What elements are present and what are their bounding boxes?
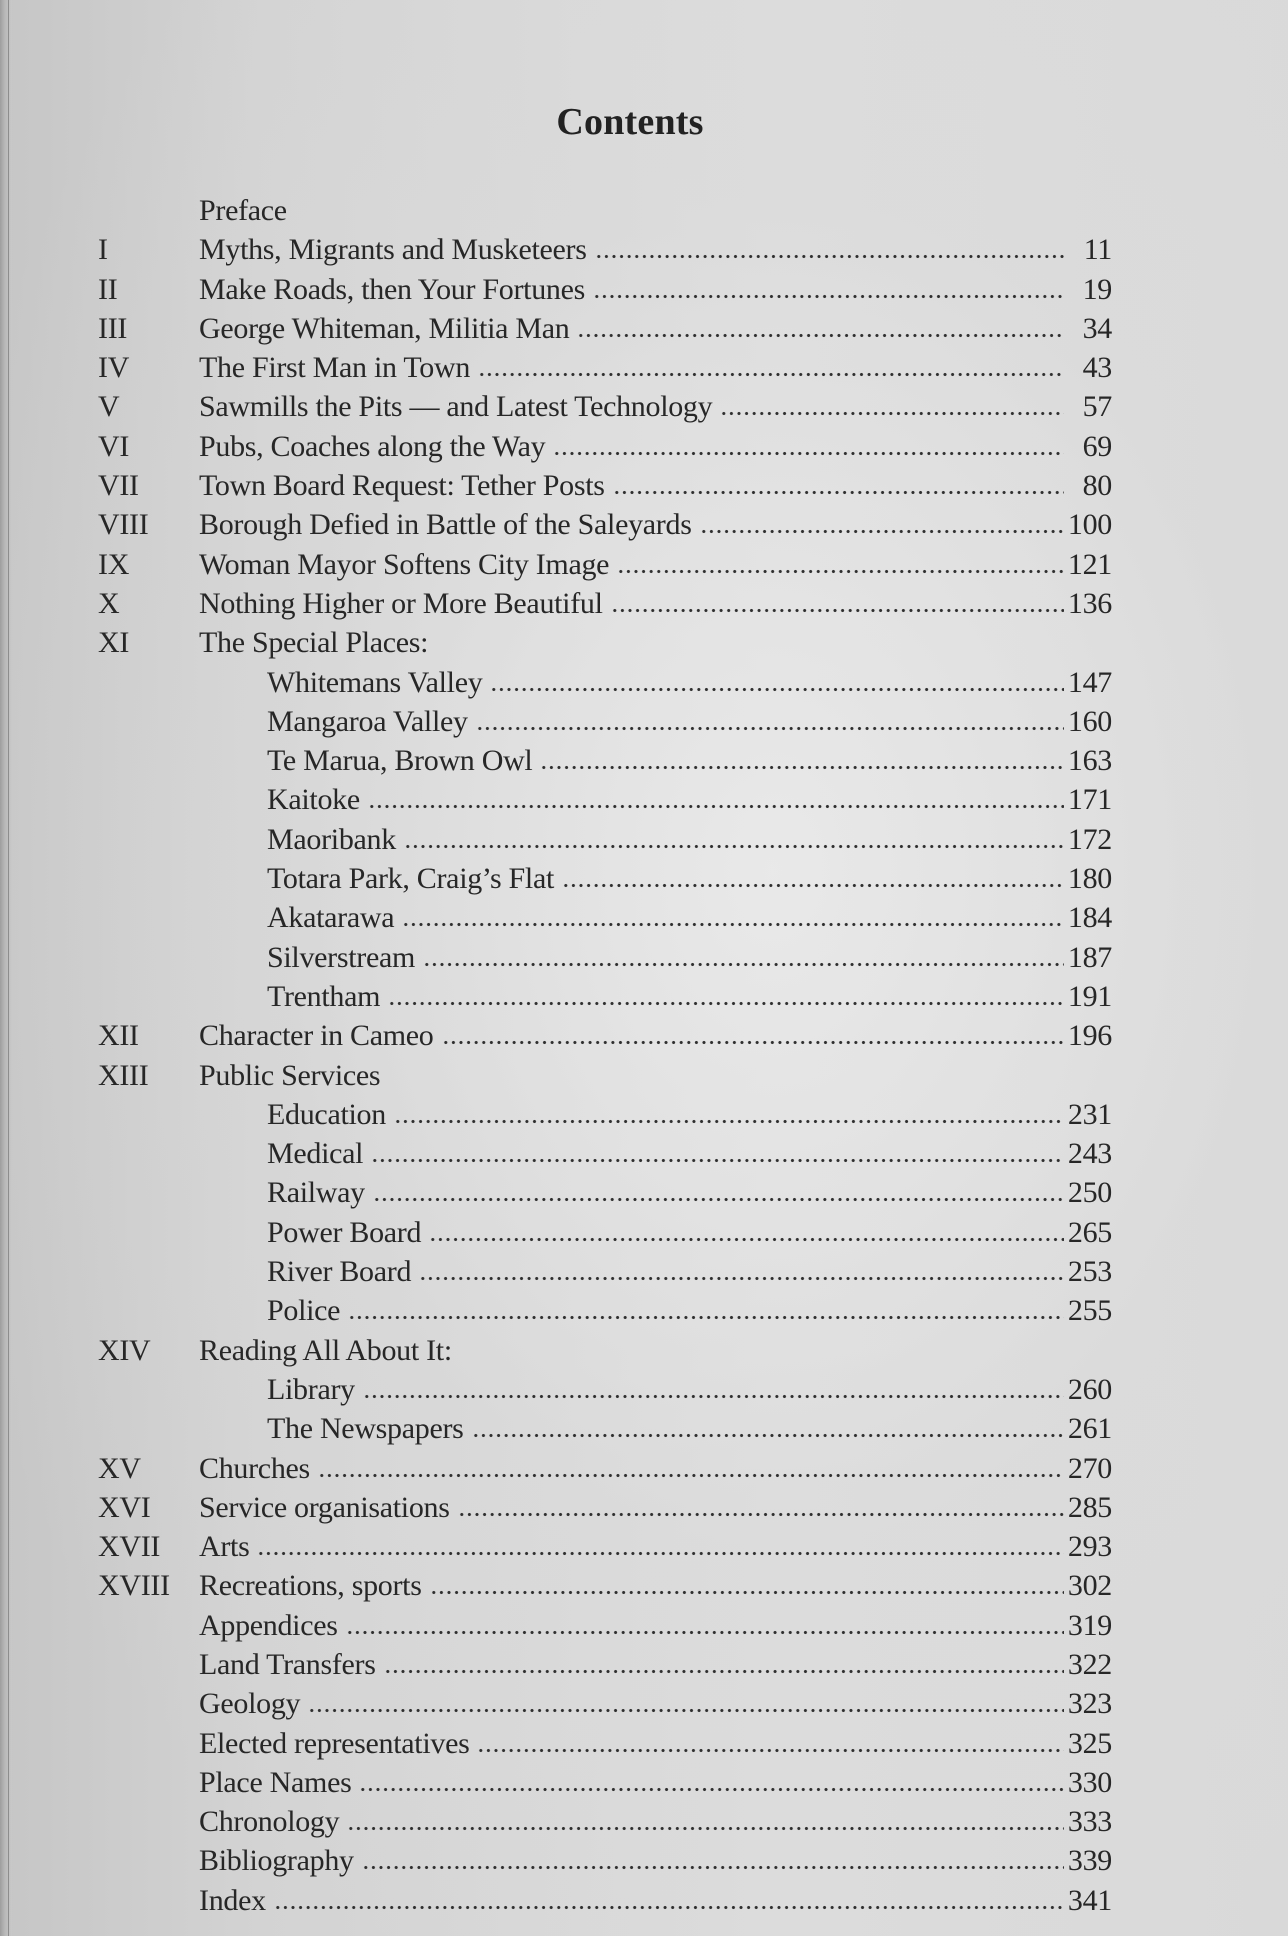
entry-title: Service organisations [199, 1490, 450, 1524]
page-number: 293 [1067, 1530, 1112, 1564]
dot-leader [472, 1433, 1064, 1438]
dot-leader [347, 1826, 1064, 1831]
page-number: 330 [1067, 1765, 1112, 1799]
entry-title: Preface [199, 194, 287, 227]
entry-title: Public Services [199, 1058, 381, 1092]
toc-entry [98, 1056, 1112, 1095]
page-number: 69 [1082, 429, 1112, 463]
page-number: 172 [1067, 822, 1112, 856]
entry-title: Place Names [199, 1765, 352, 1799]
entry-title: Make Roads, then Your Fortunes [199, 272, 585, 306]
entry-title: Mangaroa Valley [267, 704, 468, 738]
dot-leader [613, 490, 1064, 495]
dot-leader [394, 1119, 1064, 1124]
page-number: 285 [1067, 1490, 1112, 1524]
chapter-numeral: VII [98, 469, 139, 503]
toc-entry [98, 1684, 1112, 1723]
page-number: 34 [1082, 311, 1112, 345]
dot-leader [346, 1630, 1064, 1635]
entry-title: Kaitoke [267, 783, 360, 817]
page-number: 180 [1067, 862, 1112, 896]
toc-entry [98, 1724, 1112, 1763]
chapter-numeral: X [98, 586, 120, 620]
entry-title: Te Marua, Brown Owl [267, 744, 533, 778]
page-number: 43 [1082, 351, 1112, 385]
toc-entry [98, 1449, 1112, 1488]
dot-leader [348, 1315, 1064, 1320]
dot-leader [419, 1276, 1064, 1281]
toc-entry [98, 1016, 1112, 1055]
page-number: 339 [1067, 1844, 1112, 1878]
page-number: 319 [1067, 1608, 1112, 1642]
chapter-numeral: XVII [98, 1530, 161, 1564]
toc-subentry [98, 1370, 1112, 1409]
toc-entry [98, 387, 1112, 426]
toc-entry [98, 623, 1112, 662]
dot-leader [429, 1237, 1064, 1242]
dot-leader [371, 1158, 1064, 1163]
entry-title: Trentham [267, 979, 381, 1013]
entry-title: Nothing Higher or More Beautiful [199, 586, 603, 620]
dot-leader [540, 765, 1063, 770]
entry-title: Character in Cameo [199, 1019, 434, 1053]
page-number: 270 [1067, 1451, 1112, 1485]
table-of-contents [98, 191, 1112, 1920]
toc-subentry [98, 859, 1112, 898]
entry-title: Totara Park, Craig’s Flat [267, 862, 555, 896]
dot-leader [477, 1748, 1063, 1753]
entry-title: Churches [199, 1451, 310, 1485]
toc-subentry [98, 898, 1112, 937]
entry-title: Sawmills the Pits — and Latest Technology [199, 390, 713, 424]
toc-entry [98, 1606, 1112, 1645]
page-number: 121 [1067, 547, 1112, 581]
toc-entry [98, 270, 1112, 309]
page-number: 325 [1067, 1726, 1112, 1760]
chapter-numeral: IX [98, 547, 130, 581]
toc-entry [98, 584, 1112, 623]
chapter-numeral: XVI [98, 1490, 151, 1524]
page-number: 231 [1067, 1097, 1112, 1131]
entry-title: Education [267, 1097, 386, 1131]
entry-title: The Newspapers [267, 1412, 464, 1446]
page-number: 191 [1067, 979, 1112, 1013]
toc-subentry [98, 938, 1112, 977]
chapter-numeral: XVIII [98, 1569, 170, 1603]
entry-title: Index [199, 1883, 266, 1917]
toc-subentry [98, 663, 1112, 702]
page-number: 333 [1067, 1805, 1112, 1839]
chapter-numeral: I [98, 233, 108, 267]
page-number: 19 [1082, 272, 1112, 306]
dot-leader [402, 922, 1064, 927]
entry-title: The Special Places: [199, 626, 429, 660]
toc-entry [98, 1527, 1112, 1566]
chapter-numeral: II [98, 272, 118, 306]
page-number: 261 [1067, 1412, 1112, 1446]
page-number: 255 [1067, 1294, 1112, 1328]
toc-subentry [98, 702, 1112, 741]
dot-leader [593, 294, 1064, 299]
toc-subentry [98, 1252, 1112, 1291]
dot-leader [617, 569, 1064, 574]
dot-leader [430, 1590, 1064, 1595]
dot-leader [388, 1001, 1064, 1006]
dot-leader [384, 1669, 1064, 1674]
toc-subentry [98, 1095, 1112, 1134]
entry-title: Reading All About It: [199, 1333, 452, 1367]
page-number: 260 [1067, 1372, 1112, 1406]
entry-title: Geology [199, 1687, 301, 1721]
entry-title: Power Board [267, 1215, 422, 1249]
dot-leader [490, 687, 1063, 692]
toc-entry [98, 1488, 1112, 1527]
dot-leader [458, 1512, 1064, 1517]
dot-leader [442, 1040, 1064, 1045]
toc-entry [98, 1566, 1112, 1605]
toc-subentry [98, 977, 1112, 1016]
page-number: 136 [1067, 586, 1112, 620]
entry-title: Railway [267, 1176, 365, 1210]
page-number: 11 [1083, 233, 1112, 267]
entry-title: Borough Defied in Battle of the Saleyards [199, 508, 692, 542]
entry-title: Bibliography [199, 1844, 354, 1878]
chapter-numeral: VIII [98, 508, 149, 542]
page-number: 302 [1067, 1569, 1112, 1603]
entry-title: The First Man in Town [199, 351, 471, 385]
page-number: 171 [1067, 783, 1112, 817]
toc-entry [98, 1841, 1112, 1880]
toc-entry [98, 1881, 1112, 1920]
page-number: 147 [1067, 665, 1112, 699]
entry-title: Library [267, 1372, 355, 1406]
toc-entry [98, 191, 1112, 230]
toc-entry [98, 1645, 1112, 1684]
dot-leader [257, 1551, 1063, 1556]
entry-title: George Whiteman, Militia Man [199, 311, 570, 345]
dot-leader [274, 1905, 1064, 1910]
entry-title: Arts [199, 1530, 250, 1564]
entry-title: Police [267, 1294, 341, 1328]
chapter-numeral: V [98, 390, 120, 424]
dot-leader [359, 1787, 1063, 1792]
dot-leader [373, 1197, 1064, 1202]
dot-leader [368, 804, 1064, 809]
dot-leader [577, 333, 1064, 338]
page-title: Contents [556, 101, 704, 143]
entry-title: Maoribank [267, 822, 396, 856]
page-number: 160 [1067, 704, 1112, 738]
chapter-numeral: III [98, 311, 128, 345]
page-number: 196 [1067, 1019, 1112, 1053]
page-number: 163 [1067, 744, 1112, 778]
page-number: 322 [1067, 1647, 1112, 1681]
page-number: 187 [1067, 940, 1112, 974]
dot-leader [318, 1473, 1064, 1478]
chapter-numeral: XIII [98, 1058, 149, 1092]
page-number: 323 [1067, 1687, 1112, 1721]
entry-title: Myths, Migrants and Musketeers [199, 233, 587, 267]
chapter-numeral: VI [98, 429, 130, 463]
toc-subentry [98, 1409, 1112, 1448]
page-number: 253 [1067, 1255, 1112, 1289]
entry-title: Akatarawa [267, 901, 395, 935]
entry-title: Pubs, Coaches along the Way [199, 429, 546, 463]
page-number: 250 [1067, 1176, 1112, 1210]
entry-title: Woman Mayor Softens City Image [199, 547, 610, 581]
dot-leader [363, 1394, 1064, 1399]
chapter-numeral: XI [98, 626, 130, 660]
page-number: 80 [1082, 469, 1112, 503]
entry-title: Recreations, sports [199, 1569, 422, 1603]
page-number: 265 [1067, 1215, 1112, 1249]
toc-subentry [98, 1173, 1112, 1212]
entry-title: Whitemans Valley [267, 665, 483, 699]
entry-title: Land Transfers [199, 1647, 376, 1681]
toc-entry [98, 1763, 1112, 1802]
page-number: 100 [1067, 508, 1112, 542]
page-number: 184 [1067, 901, 1112, 935]
entry-title: Medical [267, 1137, 364, 1171]
toc-subentry [98, 1134, 1112, 1173]
entry-title: River Board [267, 1255, 412, 1289]
toc-entry [98, 1331, 1112, 1370]
entry-title: Town Board Request: Tether Posts [199, 469, 605, 503]
chapter-numeral: XIV [98, 1333, 151, 1367]
toc-entry [98, 427, 1112, 466]
toc-subentry [98, 741, 1112, 780]
dot-leader [595, 254, 1064, 259]
dot-leader [423, 962, 1064, 967]
dot-leader [562, 883, 1064, 888]
toc-subentry [98, 1291, 1112, 1330]
page-number: 57 [1082, 390, 1112, 424]
dot-leader [700, 529, 1064, 534]
toc-entry [98, 466, 1112, 505]
entry-title: Elected representatives [199, 1726, 470, 1760]
toc-entry [98, 348, 1112, 387]
toc-subentry [98, 1213, 1112, 1252]
chapter-numeral: XII [98, 1019, 139, 1053]
chapter-numeral: XV [98, 1451, 141, 1485]
toc-entry [98, 309, 1112, 348]
toc-entry [98, 230, 1112, 269]
entry-title: Silverstream [267, 940, 416, 974]
toc-entry [98, 545, 1112, 584]
dot-leader [362, 1865, 1064, 1870]
toc-entry [98, 505, 1112, 544]
dot-leader [553, 451, 1064, 456]
page-number: 341 [1067, 1883, 1112, 1917]
chapter-numeral: IV [98, 351, 130, 385]
page-edge [0, 0, 12, 1936]
dot-leader [308, 1708, 1064, 1713]
entry-title: Appendices [199, 1608, 338, 1642]
dot-leader [720, 411, 1064, 416]
entry-title: Chronology [199, 1805, 340, 1839]
page-number: 243 [1067, 1137, 1112, 1171]
dot-leader [404, 844, 1064, 849]
dot-leader [476, 726, 1064, 731]
dot-leader [611, 608, 1064, 613]
toc-entry [98, 1802, 1112, 1841]
toc-subentry [98, 780, 1112, 819]
dot-leader [478, 372, 1064, 377]
toc-subentry [98, 820, 1112, 859]
